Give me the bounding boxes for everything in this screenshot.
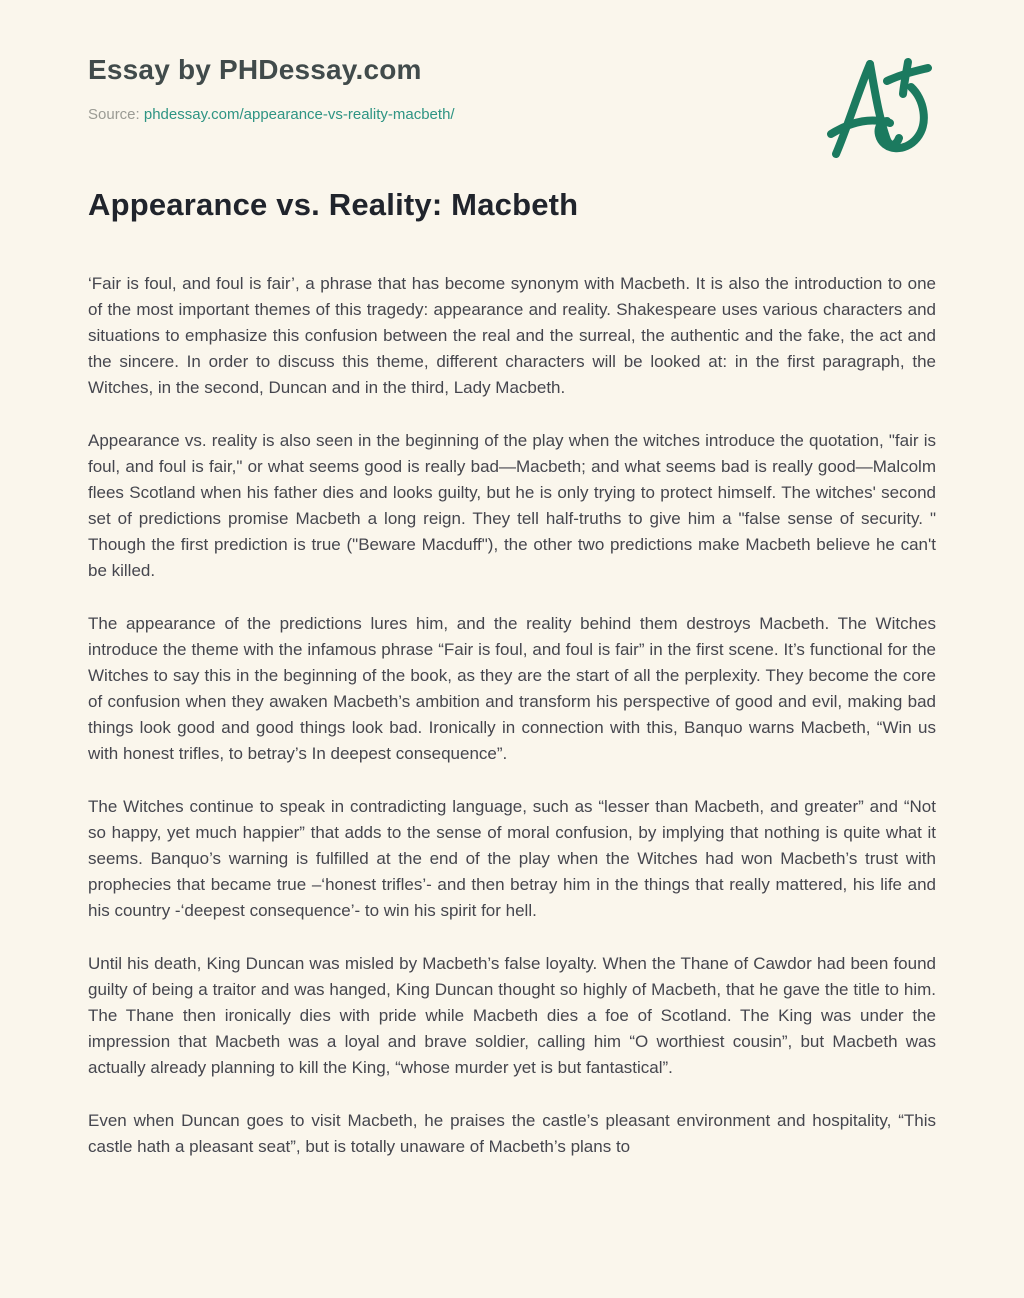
essay-paragraph: Until his death, King Duncan was misled by Macbeth’s false loyalty. When the Thane of Cawdor had been found guilty of being a traitor and was hanged, King Duncan thought so highly of Macbeth, that he gave the title to him. The Thane then ironically dies with pride while Macbeth dies a foe of Scotland. The King was under the impression that Macbeth was a loyal and brave soldier, calling him “O worthiest cousin”, but Macbeth was actually already planning to kill the King, “whose murder yet is but fantastical”. xyxy=(88,954,936,1077)
essay-paragraph: The Witches continue to speak in contradicting language, such as “lesser than Macbeth, and greater” and “Not so happy, yet much happier” that adds to the sense of moral confusion, by implying that nothing is quite what it seems. Banquo’s warning is fulfilled at the end of the play when the Witches had won Macbeth’s trust with prophecies that became true –‘honest trifles’- and then betray him in the things that really mattered, his life and his country -‘deepest consequence’- to win his spirit for hell. xyxy=(88,797,936,920)
essay-paragraph: ‘Fair is foul, and foul is fair’, a phrase that has become synonym with Macbeth. It is also the introduction to one of the most important themes of this tragedy: appearance and reality. Shakespeare uses various characters and situations to emphasize this confusion between the real and the surreal, the authentic and the fake, the act and the sincere. In order to discuss this theme, different characters will be looked at: in the first paragraph, the Witches, in the second, Duncan and in the third, Lady Macbeth. xyxy=(88,274,936,397)
source-label: Source: xyxy=(88,106,140,123)
essay-paragraph: Even when Duncan goes to visit Macbeth, he praises the castle’s pleasant environment and hospitality, “This castle hath a pleasant seat”, but is totally unaware of Macbeth’s plans to xyxy=(88,1111,936,1156)
essay-title: Appearance vs. Reality: Macbeth xyxy=(88,187,579,222)
essay-paragraph: The appearance of the predictions lures him, and the reality behind them destroys Macbeth. The Witches introduce the theme with the infamous phrase “Fair is foul, and foul is fair” in the first scene. It’s functional for the Witches to say this in the beginning of the book, as they are the start of all the perplexity. They become the core of confusion when they awaken Macbeth’s ambition and transform his perspective of good and evil, making bad things look good and good things look bad. Ironically in connection with this, Banquo warns Macbeth, “Win us with honest trifles, to betray’s In deepest consequence”. xyxy=(88,614,936,763)
content-column xyxy=(88,0,936,1160)
essay-body xyxy=(88,271,936,1160)
source-link[interactable]: phdessay.com/appearance-vs-reality-macbeth/ xyxy=(143,106,455,123)
source-row xyxy=(88,106,936,123)
essay-paragraph: Appearance vs. reality is also seen in the beginning of the play when the witches introduce the quotation, "fair is foul, and foul is fair," or what seems good is really bad—Macbeth; and what seems bad is really good—Malcolm flees Scotland when his father dies and looks guilty, but he is only trying to protect himself. The witches' second set of predictions promise Macbeth a long reign. They tell half-truths to give him a "false sense of security. " Though the first prediction is true ("Beware Macduff"), the other two predictions make Macbeth believe he can't be killed. xyxy=(88,431,936,580)
page-header-title: Essay by PHDessay.com xyxy=(88,54,422,85)
